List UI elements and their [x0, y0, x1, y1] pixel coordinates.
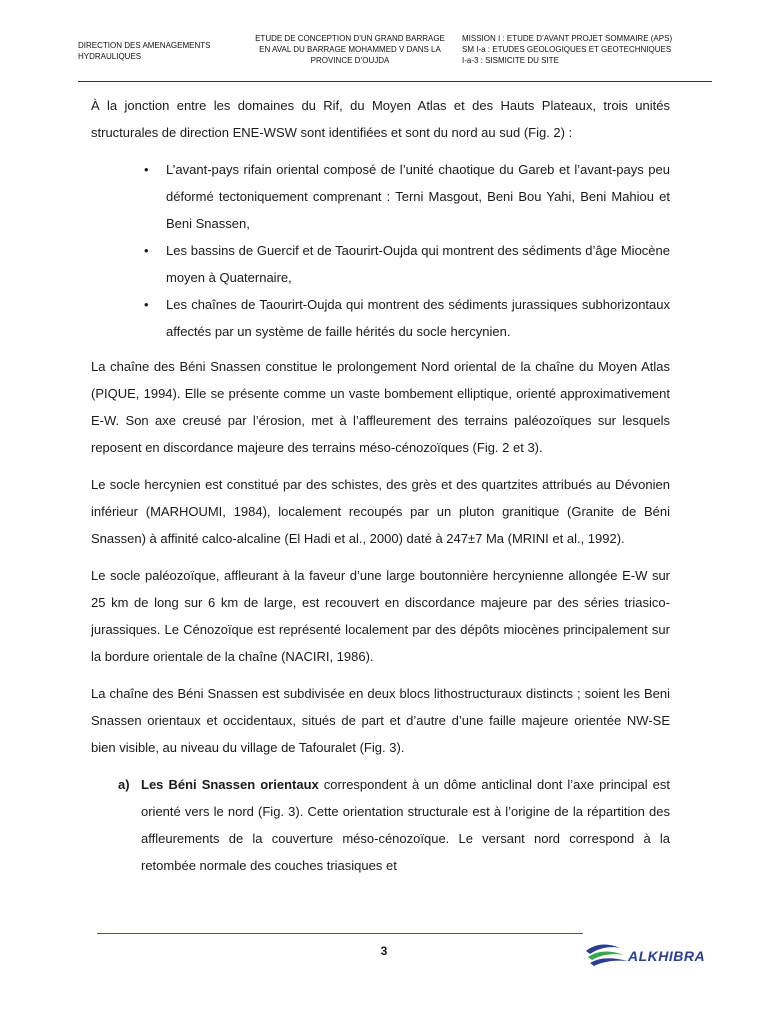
- subsection-a: [91, 771, 670, 879]
- header-mid-line-3: PROVINCE D’OUJDA: [310, 56, 390, 65]
- subsection-text: correspondent à un dôme anticlinal dont l’axe principal est orienté vers le nord (Fig. 3). Cette orientation structurale est à l’origine de la répartition des affleurements de la couverture méso-cénozoïque. Le versant nord correspond à la retombée normale des couches triasiques et: [141, 777, 670, 873]
- header-right-line-1: MISSION I : ETUDE D’AVANT PROJET SOMMAIRE (APS): [462, 34, 673, 43]
- list-item: • L’avant-pays rifain oriental composé de l’unité chaotique du Gareb et l’avant-pays peu déformé tectoniquement comprenant : Terni Masgout, Beni Bou Yahi, Beni Mahiou et Beni Snassen,: [166, 156, 670, 237]
- header-right-line-3: I-a-3 : SISMICITE DU SITE: [462, 56, 559, 65]
- paragraph-socle-paleozoique: Le socle paléozoïque, affleurant à la faveur d’une large boutonnière hercynienne allongée E-W sur 25 km de long sur 6 km de large, est recouvert en discordance majeure par des séries triasico- jurassiques. Le Cénozoïque est représenté localement par des dépôts miocènes principalement sur la bordure orientale de la chaîne (NACIRI, 1986).: [91, 568, 670, 664]
- logo-text: ALKHIBRA: [628, 948, 706, 964]
- list-item: • Les chaînes de Taourirt-Oujda qui montrent des sédiments jurassiques subhorizontaux affectés par un système de faille hérités du socle hercynien.: [166, 291, 670, 345]
- subsection-marker: a): [118, 777, 130, 792]
- wave-logo-icon: [584, 937, 630, 971]
- paragraph-subdivision: La chaîne des Béni Snassen est subdivisée en deux blocs lithostructuraux distincts ; soient les Beni Snassen orientaux et occidentaux, situés de part et d’autre d’une faille majeure orientée NW-SE bien visible, au niveau du village de Tafouralet (Fig. 3).: [91, 686, 670, 755]
- header-right-line-2: SM I-a : ETUDES GEOLOGIQUES ET GEOTECHNIQUES: [462, 45, 672, 54]
- header-left-line-1: DIRECTION DES AMENAGEMENTS: [78, 41, 211, 50]
- paragraph-beni-snassen: La chaîne des Béni Snassen constitue le prolongement Nord oriental de la chaîne du Moyen Atlas (PIQUE, 1994). Elle se présente comme un vaste bombement elliptique, orienté approximativement E-W. Son axe creusé par l’érosion, met à l’affleurement des terrains paléozoïques sur lesquels reposent en discordance majeure des terrains méso-cénozoïques (Fig. 2 et 3).: [91, 359, 670, 455]
- page-number: 3: [380, 944, 388, 958]
- subsection-bold-title: Les Béni Snassen orientaux: [141, 777, 319, 792]
- paragraph-socle-hercynien: Le socle hercynien est constitué par des schistes, des grès et des quartzites attribués au Dévonien inférieur (MARHOUMI, 1984), localement recoupés par un pluton granitique (Granite de Béni Snassen) à affinité calco-alcaline (El Hadi et al., 2000) daté à 247±7 Ma (MRINI et al., 1992).: [91, 477, 670, 546]
- header-mid-line-2: EN AVAL DU BARRAGE MOHAMMED V DANS LA: [259, 45, 441, 54]
- header-organization: [78, 40, 238, 62]
- structural-units-list: [91, 156, 670, 345]
- document-body: [91, 92, 670, 889]
- intro-paragraph: À la jonction entre les domaines du Rif, du Moyen Atlas et des Hauts Plateaux, trois unités structurales de direction ENE-WSW sont identifiées et sont du nord au sud (Fig. 2) :: [91, 98, 670, 140]
- header-left-line-2: HYDRAULIQUES: [78, 52, 142, 61]
- alkhibra-logo: [584, 937, 714, 971]
- header-mid-line-1: ETUDE DE CONCEPTION D’UN GRAND BARRAGE: [255, 34, 445, 43]
- list-item: • Les bassins de Guercif et de Taourirt-Oujda qui montrent des sédiments d’âge Miocène moyen à Quaternaire,: [166, 237, 670, 291]
- header-mission: [462, 33, 712, 66]
- footer-divider: [97, 933, 583, 934]
- page-header: [78, 33, 712, 82]
- header-project-title: [245, 33, 455, 66]
